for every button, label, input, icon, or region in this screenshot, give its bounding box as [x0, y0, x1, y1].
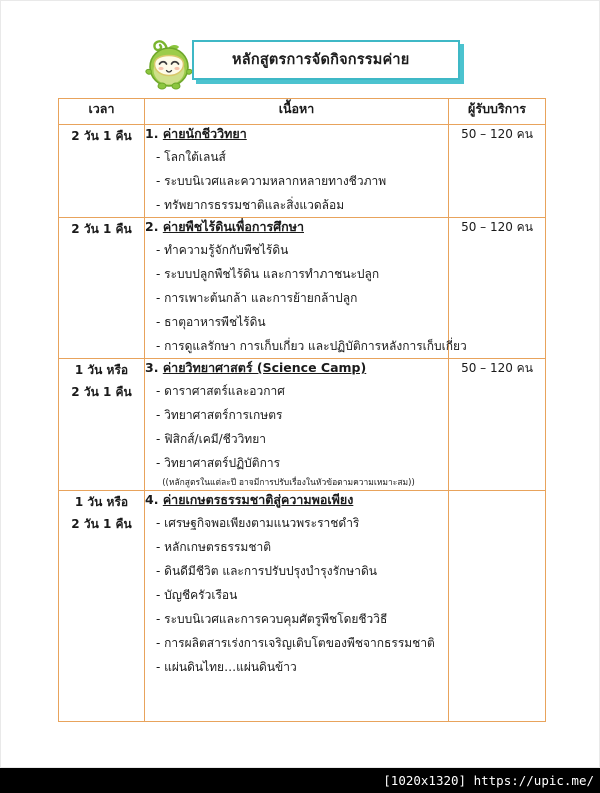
cell-time	[59, 491, 145, 722]
curriculum-table	[58, 98, 546, 722]
title-banner	[192, 40, 460, 80]
time-line: 2 วัน 1 คืน	[71, 517, 132, 531]
table-header-row	[59, 99, 546, 125]
content-item: - ดินดีมีชีวิต และการปรับปรุงบำรุงรักษาดิน	[156, 564, 377, 578]
watermark-bar	[0, 768, 600, 793]
content-note: ((หลักสูตรในแต่ละปี อาจมีการปรับเรื่องในหัวข้อตามความเหมาะสม))	[162, 478, 415, 488]
content-item: - หลักเกษตรธรรมชาติ	[156, 540, 271, 554]
content-item: - ธาตุอาหารพืชไร้ดิน	[156, 315, 266, 329]
program-number: 1.	[145, 126, 159, 141]
cell-content	[145, 218, 467, 359]
table-row	[59, 491, 546, 722]
content-item: - บัญชีครัวเรือน	[156, 588, 238, 602]
document-header	[140, 34, 470, 92]
content-item: - ระบบนิเวศและความหลากหลายทางชีวภาพ	[156, 174, 387, 188]
cell-content	[145, 125, 449, 218]
program-title: ค่ายพืชไร้ดินเพื่อการศึกษา	[162, 219, 304, 234]
time-line: 1 วัน หรือ	[74, 495, 129, 509]
time-line: 2 วัน 1 คืน	[71, 129, 132, 143]
content-item: - ทำความรู้จักกับพืชไร้ดิน	[156, 243, 289, 257]
content-item: - วิทยาศาสตร์การเกษตร	[156, 408, 283, 422]
time-line: 2 วัน 1 คืน	[71, 222, 132, 236]
program-heading	[145, 218, 448, 236]
program-number: 3.	[145, 360, 159, 375]
cell-time	[59, 359, 145, 491]
cell-people: 50 – 120 คน	[449, 218, 546, 359]
table-row	[59, 359, 546, 491]
program-title: ค่ายนักชีววิทยา	[162, 126, 247, 141]
program-heading	[145, 125, 448, 143]
content-item: - ฟิสิกส์/เคมี/ชีววิทยา	[156, 432, 266, 446]
content-item: - การผลิตสารเร่งการเจริญเติบโตของพืชจากธรรมชาติ	[156, 636, 435, 650]
table-row	[59, 218, 546, 359]
content-item: - ระบบนิเวศและการควบคุมศัตรูพืชโดยชีววิธี	[156, 612, 388, 626]
cell-people	[449, 491, 546, 722]
content-item: - แผ่นดินไทย…แผ่นดินข้าว	[156, 660, 297, 674]
content-item: - ทรัพยากรธรรมชาติและสิ่งแวดล้อม	[156, 198, 345, 212]
column-header-people: ผู้รับบริการ	[449, 99, 546, 125]
program-title: ค่ายเกษตรธรรมชาติสู่ความพอเพียง	[162, 492, 354, 507]
program-number: 4.	[145, 492, 159, 507]
content-item: - การดูแลรักษา การเก็บเกี่ยว และปฏิบัติการหลังการเก็บเกี่ยว	[156, 339, 467, 353]
program-number: 2.	[145, 219, 159, 234]
cell-people: 50 – 120 คน	[449, 359, 546, 491]
column-header-time: เวลา	[59, 99, 145, 125]
watermark-text: [1020x1320] https://upic.me/	[383, 773, 594, 788]
time-line: 1 วัน หรือ	[74, 363, 129, 377]
content-item: - โลกใต้เลนส์	[156, 150, 226, 164]
cell-time	[59, 218, 145, 359]
content-item: - วิทยาศาสตร์ปฏิบัติการ	[156, 456, 281, 470]
program-heading	[145, 359, 448, 377]
time-line: 2 วัน 1 คืน	[71, 385, 132, 399]
table-row	[59, 125, 546, 218]
content-item: - ดาราศาสตร์และอวกาศ	[156, 384, 285, 398]
cell-people: 50 – 120 คน	[449, 125, 546, 218]
cell-content	[145, 491, 449, 722]
page-title: หลักสูตรการจัดกิจกรรมค่าย	[232, 51, 410, 68]
program-title: ค่ายวิทยาศาสตร์ (Science Camp)	[162, 360, 367, 375]
content-item: - การเพาะต้นกล้า และการย้ายกล้าปลูก	[156, 291, 358, 305]
program-heading	[145, 491, 448, 509]
cell-time	[59, 125, 145, 218]
content-item: - ระบบปลูกพืชไร้ดิน และการทำภาชนะปลูก	[156, 267, 380, 281]
column-header-content: เนื้อหา	[145, 99, 449, 125]
content-item: - เศรษฐกิจพอเพียงตามแนวพระราชดำริ	[156, 516, 360, 530]
sprout-mascot-icon	[140, 34, 198, 92]
cell-content	[145, 359, 449, 491]
